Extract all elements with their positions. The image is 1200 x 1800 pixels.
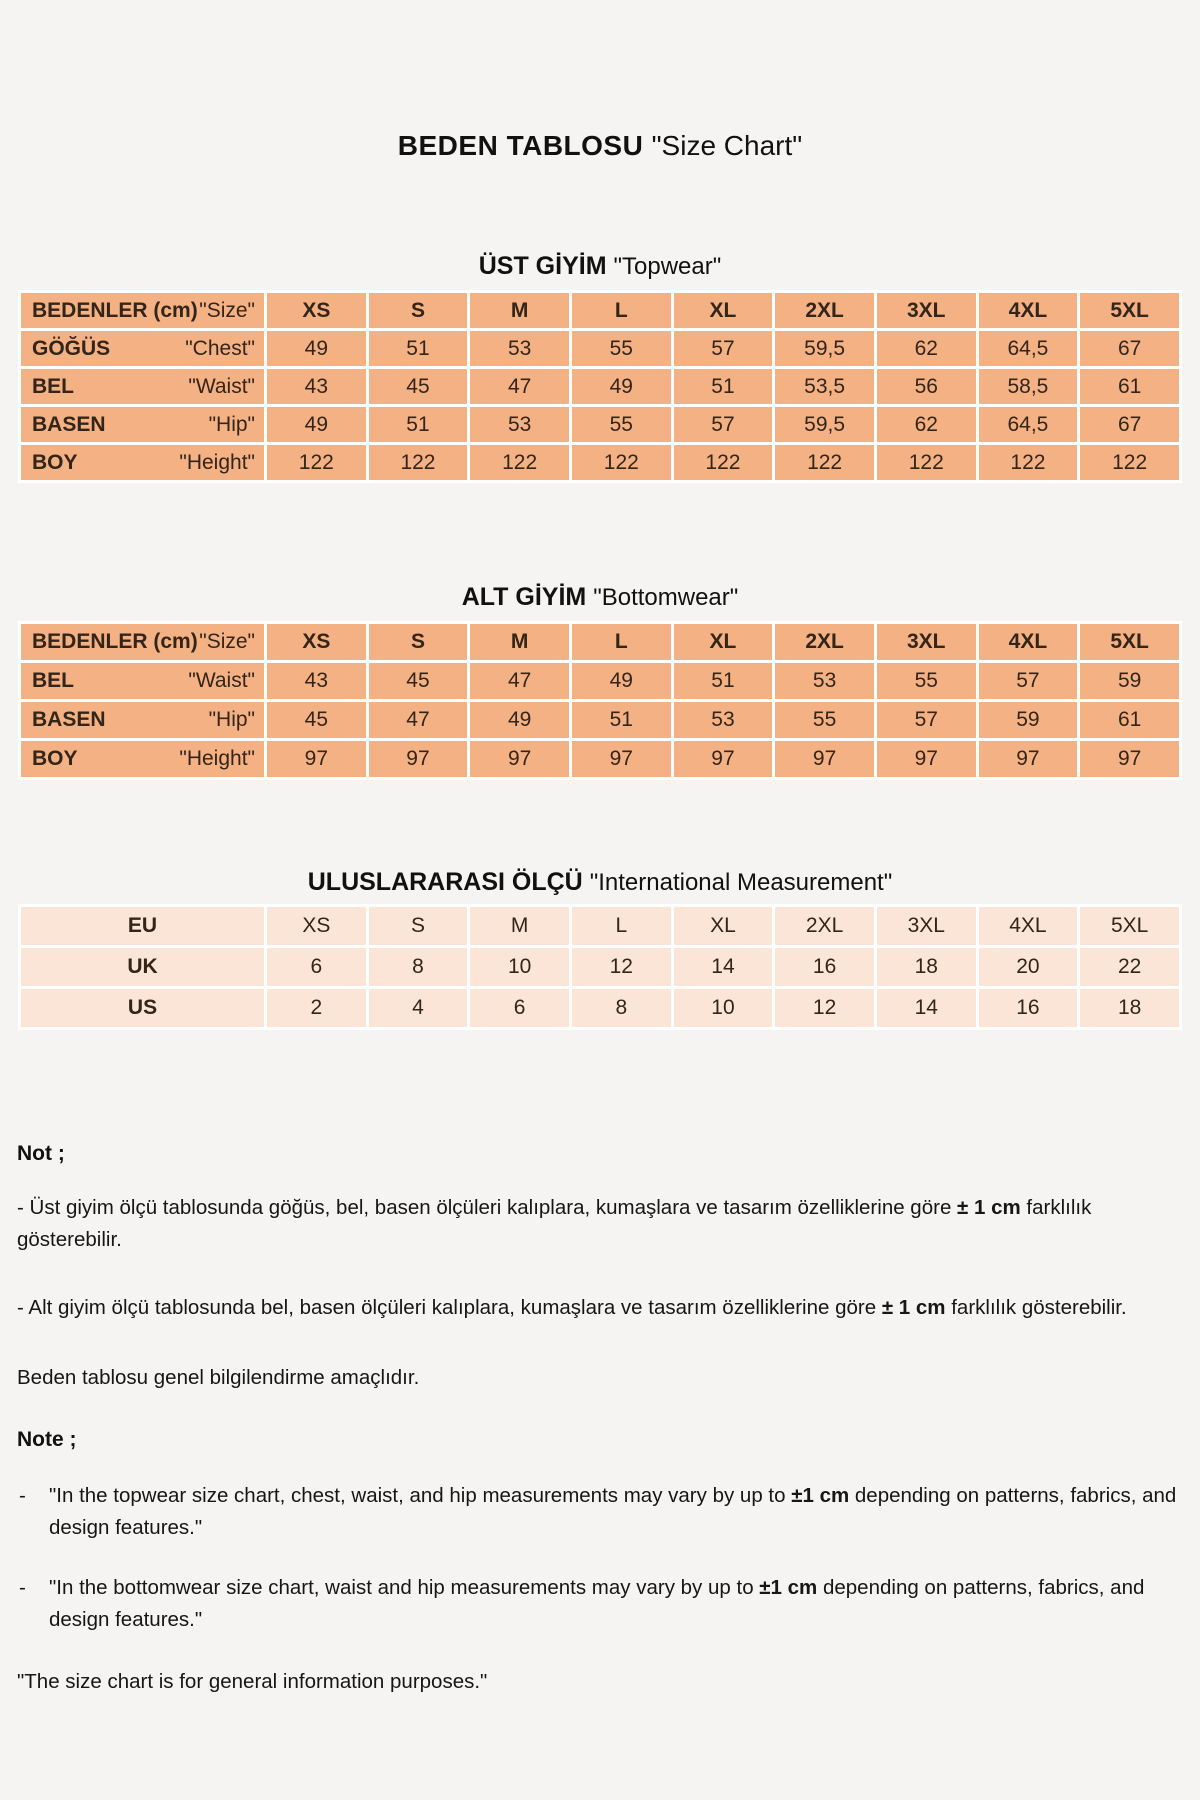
- measurement-value-cell: 8: [572, 989, 671, 1027]
- measurement-value-cell: 122: [572, 445, 671, 480]
- measurement-value-cell: 12: [572, 948, 671, 986]
- measurement-value-cell: 49: [572, 663, 671, 699]
- row-label-english: "Chest": [185, 336, 255, 360]
- measurement-value-cell: 45: [267, 702, 366, 738]
- page-title-english: "Size Chart": [651, 130, 803, 161]
- size-table-row: [21, 407, 1179, 442]
- topwear-size-table: [18, 290, 1182, 483]
- measurement-value-cell: L: [572, 907, 671, 945]
- row-label-english: "Height": [179, 450, 255, 474]
- international-title-english: "International Measurement": [589, 869, 893, 896]
- size-column-header: 5XL: [1080, 293, 1179, 328]
- measurement-value-cell: 51: [369, 407, 468, 442]
- bottomwear-title-turkish: ALT GİYİM: [461, 583, 587, 611]
- row-label: [21, 413, 264, 437]
- note-emphasis-text: ±1 cm: [759, 1576, 818, 1599]
- measurement-value-cell: 64,5: [979, 331, 1078, 366]
- note-text: - Üst giyim ölçü tablosunda göğüs, bel, basen ölçüleri kalıplara, kumaşlara ve tasarım özelliklerine göre: [17, 1196, 958, 1219]
- measurement-value-cell: 59,5: [775, 407, 874, 442]
- row-label-turkish: BEDENLER (cm): [32, 298, 198, 322]
- row-label-english: "Size": [199, 630, 255, 653]
- measurement-value-cell: 49: [267, 407, 366, 442]
- measurement-value-cell: 122: [470, 445, 569, 480]
- row-label: [21, 337, 264, 361]
- measurement-value-cell: 122: [775, 445, 874, 480]
- measurement-value-cell: 64,5: [979, 407, 1078, 442]
- row-label-cell: [21, 663, 264, 699]
- measurement-value-cell: 122: [877, 445, 976, 480]
- row-label-english: "Size": [199, 298, 255, 322]
- measurement-value-cell: S: [369, 907, 468, 945]
- measurement-value-cell: 43: [267, 369, 366, 404]
- measurement-value-cell: 43: [267, 663, 366, 699]
- measurement-value-cell: 122: [979, 445, 1078, 480]
- measurement-value-cell: 57: [877, 702, 976, 738]
- measurement-value-cell: 45: [369, 369, 468, 404]
- row-label-turkish: GÖĞÜS: [32, 336, 111, 360]
- measurement-value-cell: 51: [674, 663, 773, 699]
- size-column-header: 2XL: [775, 624, 874, 660]
- row-label-cell: [21, 624, 264, 660]
- size-table-row: [21, 663, 1179, 699]
- measurement-value-cell: 57: [674, 407, 773, 442]
- size-column-header: 5XL: [1080, 624, 1179, 660]
- measurement-value-cell: 56: [877, 369, 976, 404]
- size-column-header: XS: [267, 293, 366, 328]
- measurement-value-cell: 97: [979, 741, 1078, 777]
- measurement-value-cell: 51: [572, 702, 671, 738]
- english-note-topwear: [17, 1480, 1182, 1544]
- english-note-general: "The size chart is for general information purposes.": [17, 1670, 488, 1693]
- measurement-value-cell: 97: [369, 741, 468, 777]
- size-column-header: S: [369, 624, 468, 660]
- note-text: "In the topwear size chart, chest, waist, and hip measurements may vary by up to: [49, 1484, 792, 1507]
- measurement-value-cell: 53,5: [775, 369, 874, 404]
- measurement-value-cell: 51: [674, 369, 773, 404]
- measurement-value-cell: 12: [775, 989, 874, 1027]
- row-label-cell: [21, 331, 264, 366]
- measurement-value-cell: 18: [877, 948, 976, 986]
- measurement-value-cell: 61: [1080, 369, 1179, 404]
- international-title-turkish: ULUSLARARASI ÖLÇÜ: [307, 868, 583, 896]
- measurement-value-cell: 55: [775, 702, 874, 738]
- size-column-header: 3XL: [877, 624, 976, 660]
- measurement-value-cell: 16: [775, 948, 874, 986]
- size-column-header: XL: [674, 624, 773, 660]
- measurement-value-cell: 49: [572, 369, 671, 404]
- measurement-value-cell: 97: [572, 741, 671, 777]
- row-label-english: "Height": [179, 747, 255, 770]
- size-table-row: [21, 369, 1179, 404]
- measurement-value-cell: 53: [470, 331, 569, 366]
- row-label-cell: [21, 293, 264, 328]
- english-note-bottomwear-text: [49, 1572, 1182, 1636]
- page-title-turkish: BEDEN TABLOSU: [397, 130, 644, 161]
- measurement-value-cell: 67: [1080, 407, 1179, 442]
- english-notes-heading: Note ;: [17, 1428, 77, 1451]
- size-column-header: 4XL: [979, 624, 1078, 660]
- measurement-value-cell: 4XL: [979, 907, 1078, 945]
- turkish-note-topwear: [17, 1192, 1182, 1256]
- international-section-title: [0, 868, 1200, 897]
- size-table-row: [21, 702, 1179, 738]
- size-table-row: [21, 948, 1179, 986]
- region-label-cell: EU: [21, 907, 264, 945]
- size-table-header-row: [21, 293, 1179, 328]
- measurement-value-cell: 122: [1080, 445, 1179, 480]
- international-size-table: [18, 904, 1182, 1030]
- size-column-header: L: [572, 624, 671, 660]
- notes-section: [0, 1142, 1200, 1698]
- size-column-header: 2XL: [775, 293, 874, 328]
- note-emphasis-text: ± 1 cm: [957, 1196, 1021, 1219]
- measurement-value-cell: 57: [979, 663, 1078, 699]
- measurement-value-cell: 97: [674, 741, 773, 777]
- measurement-value-cell: 6: [267, 948, 366, 986]
- size-table-row: [21, 907, 1179, 945]
- measurement-value-cell: 51: [369, 331, 468, 366]
- row-label-cell: [21, 445, 264, 480]
- measurement-value-cell: 62: [877, 407, 976, 442]
- topwear-section-title: [0, 252, 1200, 281]
- row-label: [21, 630, 264, 654]
- measurement-value-cell: 47: [369, 702, 468, 738]
- bottomwear-size-table: [18, 621, 1182, 780]
- measurement-value-cell: M: [470, 907, 569, 945]
- page-title: [0, 0, 1200, 162]
- row-label-turkish: BASEN: [32, 412, 106, 436]
- note-text: "In the bottomwear size chart, waist and hip measurements may vary by up to: [49, 1576, 760, 1599]
- size-column-header: XL: [674, 293, 773, 328]
- measurement-value-cell: 22: [1080, 948, 1179, 986]
- region-label-cell: UK: [21, 948, 264, 986]
- measurement-value-cell: 59: [1080, 663, 1179, 699]
- bottomwear-title-english: "Bottomwear": [593, 584, 739, 611]
- measurement-value-cell: 2: [267, 989, 366, 1027]
- topwear-title-turkish: ÜST GİYİM: [478, 252, 607, 280]
- row-label-english: "Hip": [208, 708, 255, 731]
- measurement-value-cell: 20: [979, 948, 1078, 986]
- topwear-title-english: "Topwear": [613, 253, 722, 280]
- measurement-value-cell: 4: [369, 989, 468, 1027]
- size-table-row: [21, 331, 1179, 366]
- note-emphasis-text: ± 1 cm: [881, 1296, 946, 1319]
- measurement-value-cell: 58,5: [979, 369, 1078, 404]
- measurement-value-cell: 10: [470, 948, 569, 986]
- row-label-cell: [21, 702, 264, 738]
- row-label-turkish: BEL: [32, 669, 74, 692]
- measurement-value-cell: 122: [369, 445, 468, 480]
- size-column-header: L: [572, 293, 671, 328]
- measurement-value-cell: 47: [470, 369, 569, 404]
- row-label-cell: [21, 369, 264, 404]
- row-label-cell: [21, 407, 264, 442]
- size-table-row: [21, 989, 1179, 1027]
- size-column-header: M: [470, 624, 569, 660]
- bottomwear-section-title: [0, 583, 1200, 612]
- measurement-value-cell: 122: [674, 445, 773, 480]
- measurement-value-cell: 97: [877, 741, 976, 777]
- note-text: farklılık gösterebilir.: [945, 1296, 1127, 1319]
- measurement-value-cell: 8: [369, 948, 468, 986]
- row-label: [21, 451, 264, 475]
- row-label: [21, 669, 264, 693]
- size-table-row: [21, 445, 1179, 480]
- size-column-header: 4XL: [979, 293, 1078, 328]
- row-label-turkish: BEL: [32, 374, 74, 398]
- measurement-value-cell: 49: [267, 331, 366, 366]
- measurement-value-cell: 97: [1080, 741, 1179, 777]
- measurement-value-cell: 59: [979, 702, 1078, 738]
- row-label: [21, 375, 264, 399]
- row-label: [21, 747, 264, 771]
- row-label: [21, 299, 264, 323]
- measurement-value-cell: 53: [775, 663, 874, 699]
- measurement-value-cell: 45: [369, 663, 468, 699]
- turkish-note-bottomwear: [17, 1292, 1182, 1324]
- row-label-english: "Waist": [188, 374, 255, 398]
- size-column-header: S: [369, 293, 468, 328]
- measurement-value-cell: 10: [674, 989, 773, 1027]
- measurement-value-cell: 67: [1080, 331, 1179, 366]
- row-label-turkish: BOY: [32, 450, 78, 474]
- measurement-value-cell: 55: [572, 407, 671, 442]
- measurement-value-cell: 14: [674, 948, 773, 986]
- turkish-notes-heading: Not ;: [17, 1142, 65, 1165]
- measurement-value-cell: XL: [674, 907, 773, 945]
- measurement-value-cell: 97: [775, 741, 874, 777]
- measurement-value-cell: 16: [979, 989, 1078, 1027]
- note-text: farklılık gösterebilir.: [17, 1196, 1092, 1251]
- size-table-header-row: [21, 624, 1179, 660]
- row-label-turkish: BOY: [32, 747, 78, 770]
- bullet-dash: -: [19, 1484, 26, 1507]
- measurement-value-cell: 57: [674, 331, 773, 366]
- measurement-value-cell: 5XL: [1080, 907, 1179, 945]
- measurement-value-cell: 62: [877, 331, 976, 366]
- measurement-value-cell: 47: [470, 663, 569, 699]
- row-label-english: "Waist": [188, 669, 255, 692]
- measurement-value-cell: 59,5: [775, 331, 874, 366]
- row-label-cell: [21, 741, 264, 777]
- measurement-value-cell: 55: [877, 663, 976, 699]
- measurement-value-cell: 6: [470, 989, 569, 1027]
- english-note-bottomwear: [17, 1572, 1182, 1636]
- measurement-value-cell: 55: [572, 331, 671, 366]
- size-column-header: XS: [267, 624, 366, 660]
- row-label: [21, 708, 264, 732]
- turkish-note-general: Beden tablosu genel bilgilendirme amaçlıdır.: [17, 1366, 420, 1389]
- measurement-value-cell: 53: [470, 407, 569, 442]
- row-label-turkish: BEDENLER (cm): [32, 630, 198, 653]
- measurement-value-cell: 97: [470, 741, 569, 777]
- measurement-value-cell: 61: [1080, 702, 1179, 738]
- note-emphasis-text: ±1 cm: [791, 1484, 850, 1507]
- size-column-header: M: [470, 293, 569, 328]
- english-note-topwear-text: [49, 1480, 1182, 1544]
- measurement-value-cell: 2XL: [775, 907, 874, 945]
- note-text: - Alt giyim ölçü tablosunda bel, basen ölçüleri kalıplara, kumaşlara ve tasarım özelliklerine göre: [17, 1296, 882, 1319]
- row-label-turkish: BASEN: [32, 708, 106, 731]
- bullet-dash: -: [19, 1576, 26, 1599]
- size-table-row: [21, 741, 1179, 777]
- row-label-english: "Hip": [208, 412, 255, 436]
- measurement-value-cell: 3XL: [877, 907, 976, 945]
- size-column-header: 3XL: [877, 293, 976, 328]
- note-text: depending on patterns, fabrics, and design features.": [49, 1484, 1177, 1539]
- measurement-value-cell: 53: [674, 702, 773, 738]
- measurement-value-cell: XS: [267, 907, 366, 945]
- measurement-value-cell: 14: [877, 989, 976, 1027]
- measurement-value-cell: 18: [1080, 989, 1179, 1027]
- measurement-value-cell: 97: [267, 741, 366, 777]
- note-text: depending on patterns, fabrics, and design features.": [49, 1576, 1145, 1631]
- region-label-cell: US: [21, 989, 264, 1027]
- measurement-value-cell: 49: [470, 702, 569, 738]
- measurement-value-cell: 122: [267, 445, 366, 480]
